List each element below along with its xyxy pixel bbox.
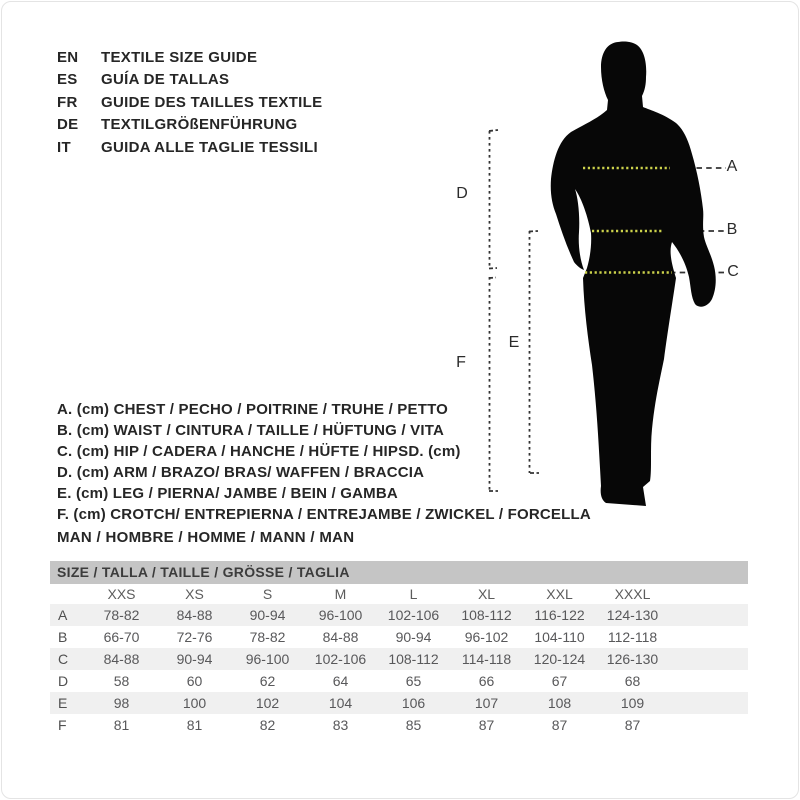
size-cell: 87	[478, 717, 495, 733]
size-cell-filler	[669, 670, 748, 692]
size-cell: 102-106	[387, 607, 440, 623]
size-columns-row	[50, 584, 748, 604]
size-cell: 96-102	[464, 629, 509, 645]
size-table-section	[50, 561, 748, 736]
size-table-row	[50, 670, 748, 692]
language-title: GUIDA ALLE TAGLIE TESSILI	[101, 138, 318, 156]
size-cell: 120-124	[533, 651, 586, 667]
size-cell: 82	[259, 717, 276, 733]
size-table-body	[50, 604, 748, 736]
marker-waist: B	[726, 221, 738, 238]
language-title: GUÍA DE TALLAS	[101, 71, 230, 89]
size-cell: 66	[478, 673, 495, 689]
size-cell: 102	[255, 695, 280, 711]
marker-leg: E	[508, 334, 520, 351]
size-column-spacer	[50, 584, 85, 604]
size-cell: 87	[551, 717, 568, 733]
size-cell: 108	[547, 695, 572, 711]
size-cell: 116-122	[534, 607, 585, 623]
size-cell: 64	[332, 673, 349, 689]
size-cell: 65	[405, 673, 422, 689]
size-cell: 72-76	[176, 629, 213, 645]
size-cell: 90-94	[176, 651, 213, 667]
language-code: IT	[57, 138, 71, 156]
marker-arm: D	[456, 185, 468, 202]
marker-crotch: F	[456, 354, 466, 371]
tick	[529, 231, 538, 232]
size-cell: 106	[401, 695, 426, 711]
size-table-row	[50, 648, 748, 670]
legend-line: A. (cm) CHEST / PECHO / POITRINE / TRUHE / PETTO	[57, 401, 449, 418]
language-code: EN	[57, 49, 79, 66]
measure-row-label: D	[58, 673, 69, 689]
language-code: DE	[57, 116, 79, 134]
size-cell-filler	[669, 714, 748, 736]
size-cell: 84-88	[103, 651, 140, 667]
measure-row-label: C	[58, 651, 69, 667]
size-cell: 84-88	[322, 629, 359, 645]
size-cell: 96-100	[318, 607, 363, 623]
size-cell: 126-130	[606, 651, 659, 667]
legend-line: B. (cm) WAIST / CINTURA / TAILLE / HÜFTUNG / VITA	[57, 421, 445, 439]
size-cell: 81	[186, 717, 203, 733]
language-title: TEXTILGRÖßENFÜHRUNG	[101, 116, 298, 134]
measurement-legend	[57, 400, 591, 525]
legend-line: E. (cm) LEG / PIERNA/ JAMBE / BEIN / GAMBA	[57, 484, 398, 502]
size-cell: 68	[624, 673, 641, 689]
measure-row-label: E	[58, 695, 68, 711]
size-cell: 66-70	[103, 629, 140, 645]
size-cell: 104-110	[534, 629, 585, 645]
size-cell-filler	[669, 626, 748, 648]
size-cell: 112-118	[607, 629, 658, 645]
size-cell: 100	[182, 695, 207, 711]
size-cell: 98	[113, 695, 130, 711]
size-cell: 109	[620, 695, 645, 711]
legend-line: D. (cm) ARM / BRAZO/ BRAS/ WAFFEN / BRACCIA	[57, 463, 425, 481]
size-column-header: XL	[477, 586, 496, 602]
size-table-row	[50, 626, 748, 648]
marker-chest: A	[726, 158, 738, 175]
size-cell: 96-100	[245, 651, 290, 667]
size-cell: 81	[113, 717, 130, 733]
size-cell: 102-106	[314, 651, 367, 667]
size-cell-filler	[669, 648, 748, 670]
size-cell-filler	[669, 692, 748, 714]
size-cell: 124-130	[606, 607, 659, 623]
size-table	[50, 584, 748, 736]
size-cell: 84-88	[176, 607, 213, 623]
tick	[489, 278, 496, 279]
size-cell: 62	[259, 673, 276, 689]
size-cell: 83	[332, 717, 349, 733]
size-table-row	[50, 714, 748, 736]
size-table-row	[50, 692, 748, 714]
size-cell: 108-112	[461, 607, 512, 623]
size-column-header: XXS	[107, 586, 136, 602]
measure-row-label: A	[58, 607, 68, 623]
size-table-header: SIZE / TALLA / TAILLE / GRÖSSE / TAGLIA	[50, 561, 748, 584]
size-column-header: XXXL	[614, 586, 651, 602]
size-column-filler	[669, 584, 748, 604]
language-code: FR	[57, 93, 78, 111]
size-cell: 87	[624, 717, 641, 733]
legend-line: F. (cm) CROTCH/ ENTREPIERNA / ENTREJAMBE / ZWICKEL / FORCELLA	[57, 505, 591, 523]
size-cell: 90-94	[395, 629, 432, 645]
language-title: GUIDE DES TAILLES TEXTILE	[101, 93, 323, 111]
gender-title: MAN / HOMBRE / HOMME / MANN / MAN	[57, 529, 355, 546]
size-cell: 58	[113, 673, 130, 689]
size-column-header: M	[334, 586, 347, 602]
legend-line: C. (cm) HIP / CADERA / HANCHE / HÜFTE / HIPSD. (cm)	[57, 442, 461, 460]
language-title: TEXTILE SIZE GUIDE	[101, 49, 258, 66]
size-cell: 67	[551, 673, 568, 689]
tick	[489, 268, 497, 269]
measure-row-label: B	[58, 629, 68, 645]
size-cell: 114-118	[461, 651, 512, 667]
size-cell: 60	[186, 673, 203, 689]
marker-hip: C	[727, 263, 739, 280]
size-column-header: S	[262, 586, 273, 602]
size-cell: 78-82	[249, 629, 286, 645]
size-cell: 108-112	[388, 651, 439, 667]
size-column-header: XXL	[546, 586, 573, 602]
size-cell: 85	[405, 717, 422, 733]
measure-row-label: F	[58, 717, 67, 733]
size-column-header: L	[409, 586, 418, 602]
size-column-header: XS	[185, 586, 204, 602]
size-table-row	[50, 604, 748, 626]
language-code: ES	[57, 71, 78, 89]
size-cell: 107	[474, 695, 499, 711]
size-cell: 104	[328, 695, 353, 711]
tick	[489, 130, 498, 131]
size-cell: 78-82	[103, 607, 140, 623]
size-cell-filler	[669, 604, 748, 626]
size-cell: 90-94	[249, 607, 286, 623]
